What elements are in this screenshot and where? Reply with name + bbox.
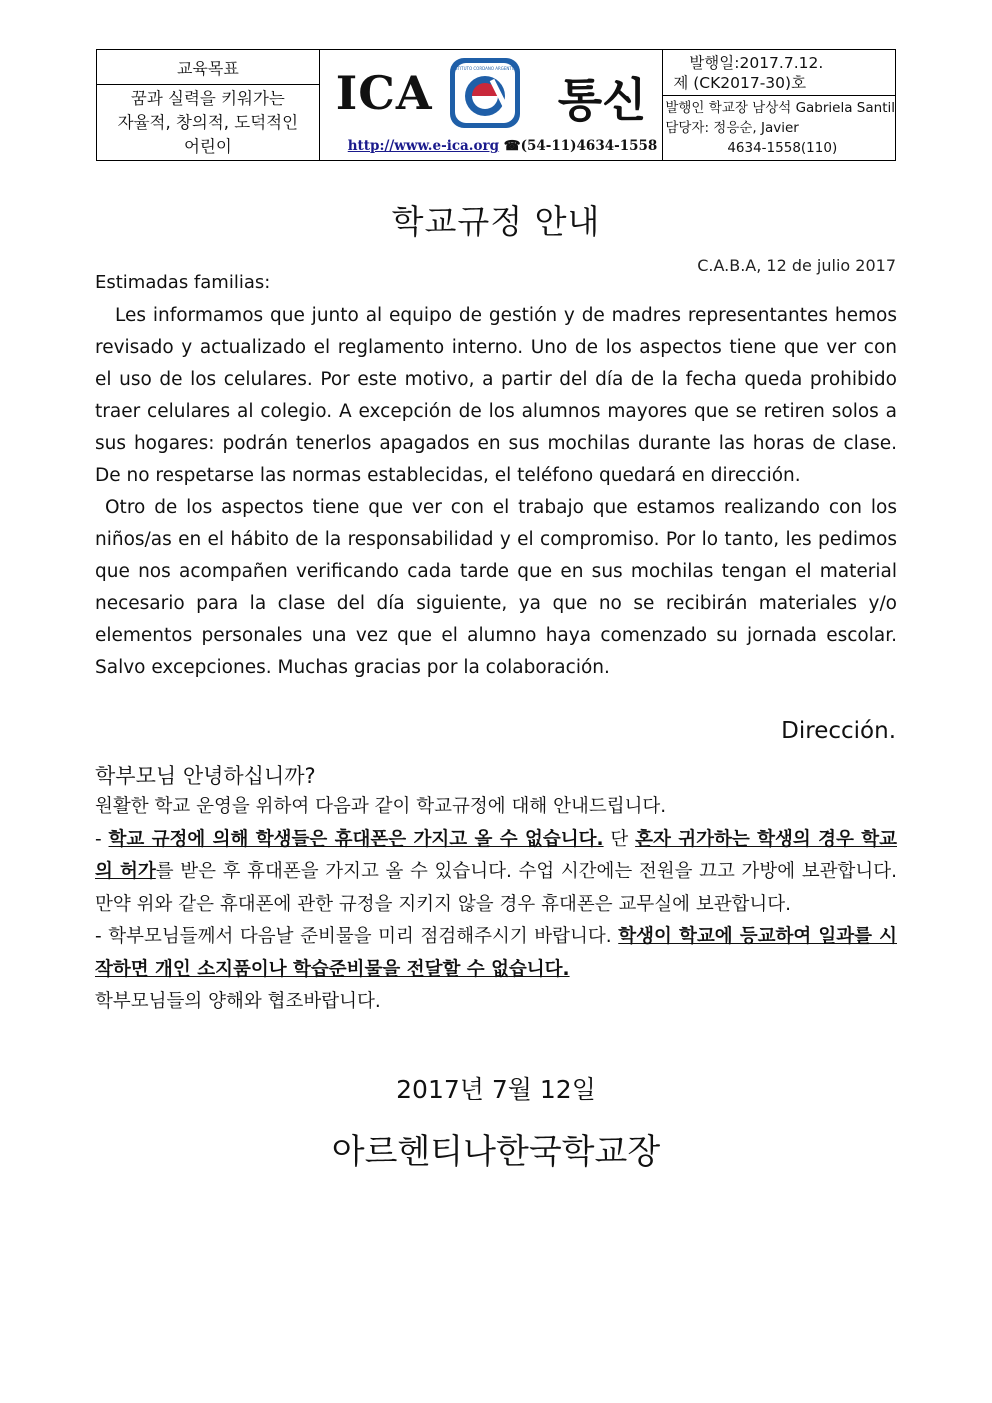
spanish-paragraph: Les informamos que junto al equipo de gestión y de madres representantes hemos revisado y actualizado el reglamento interno. Uno de los aspectos tiene que ver con el uso de los celulares. Por este motivo, a partir del día de la fecha queda prohibido traer celulares al colegio. A excepción de los alumnos mayores que se retiren solos a sus hogares: podrán tenerlos apagados en sus mochilas durante las horas de clase. De no respetarse las normas establecidas, el teléfono quedará en dirección. [95,305,897,486]
logo-text: INSTITUTO CORDANO ARGENTINO [450,66,519,71]
staff-box [663,96,895,160]
spanish-signature: Dirección. [781,718,896,744]
website-link[interactable]: http://www.e-ica.org [347,138,500,154]
goal-line: 꿈과 실력을 키워가는 [130,88,285,108]
rule-emphasis: 학생이 학교에 등교하여 일과를 시작하면 개인 소지품이나 학습준비물을 전달할 수 없습니다. [95,926,897,980]
newsletter-header [96,49,896,161]
phone-number: ☎(54-11)4634-1558 [503,138,658,154]
school-logo-icon [448,56,522,130]
education-goal-box [97,50,320,160]
issue-date: 발행일:2017.7.12. [689,54,824,72]
goal-text [97,85,319,160]
korean-letter [95,791,897,1019]
korean-signature: 아르헨티나한국학교장 [331,1132,661,1172]
goal-line: 어린이 [183,136,232,156]
korean-date: 2017년 7월 12일 [396,1075,596,1104]
publisher: 발행인 학교장 남상석 Gabriela Santil [665,100,895,116]
page-title: 학교규정 안내 [391,202,601,241]
salutation: Estimadas familias: [95,272,271,293]
contact-phone: 4634-1558(110) [727,140,838,156]
masthead [320,50,664,160]
goal-line: 자율적, 창의적, 도덕적인 [117,112,299,132]
korean-closing: 학부모님들의 양해와 협조바랍니다. [95,991,381,1012]
korean-intro: 원활한 학교 운영을 위하여 다음과 같이 학교규정에 대해 안내드립니다. [95,796,667,817]
spanish-paragraph: Otro de los aspectos tiene que ver con el trabajo que estamos realizando con los niños/as en el hábito de la responsabilidad y el compromiso. Por lo tanto, les pedimos que nos acompañen verificando cada tarde que en sus mochilas tengan el material necesario para la clase del día siguiente, ya que no se recibirán materiales y/o elementos personales una vez que el alumno haya comenzado su jornada escolar. Salvo excepciones. Muchas gracias por la colaboración. [95,497,897,678]
place-date: C.A.B.A, 12 de julio 2017 [697,256,896,275]
brand-name: ICA [335,66,433,120]
rule-cellphone [95,824,897,922]
contact-person: 담당자: 정응순, Javier [665,120,799,136]
rule-text: 를 받은 후 휴대폰을 가지고 올 수 있습니다. 수업 시간에는 전원을 끄고 가방에 보관합니다. 만약 위와 같은 휴대폰에 관한 규정을 지키지 않을 경우 휴대폰은 교무실에 보관합니다. [95,861,897,915]
rule-text: 단 [603,828,636,850]
issue-info [663,50,895,160]
goal-title: 교육목표 [97,50,319,85]
issue-number: 제 (CK2017-30)호 [673,74,807,92]
rule-emphasis: 학교 규정에 의해 학생들은 휴대폰은 가지고 올 수 없습니다. [108,828,604,850]
newsletter-label: 통신 [557,73,647,127]
contact-line [348,138,658,154]
rule-text: - 학부모님들께서 다음날 준비물을 미리 점검해주시기 바랍니다. [95,926,619,947]
rule-emphasis: 혼자 귀가하는 학생의 경우 학교의 허가 [95,828,897,882]
rule-materials [95,921,897,986]
korean-greeting: 학부모님 안녕하십니까? [95,764,316,788]
issue-box [663,50,895,96]
rule-bullet: - [95,828,109,850]
spanish-letter [95,300,897,684]
